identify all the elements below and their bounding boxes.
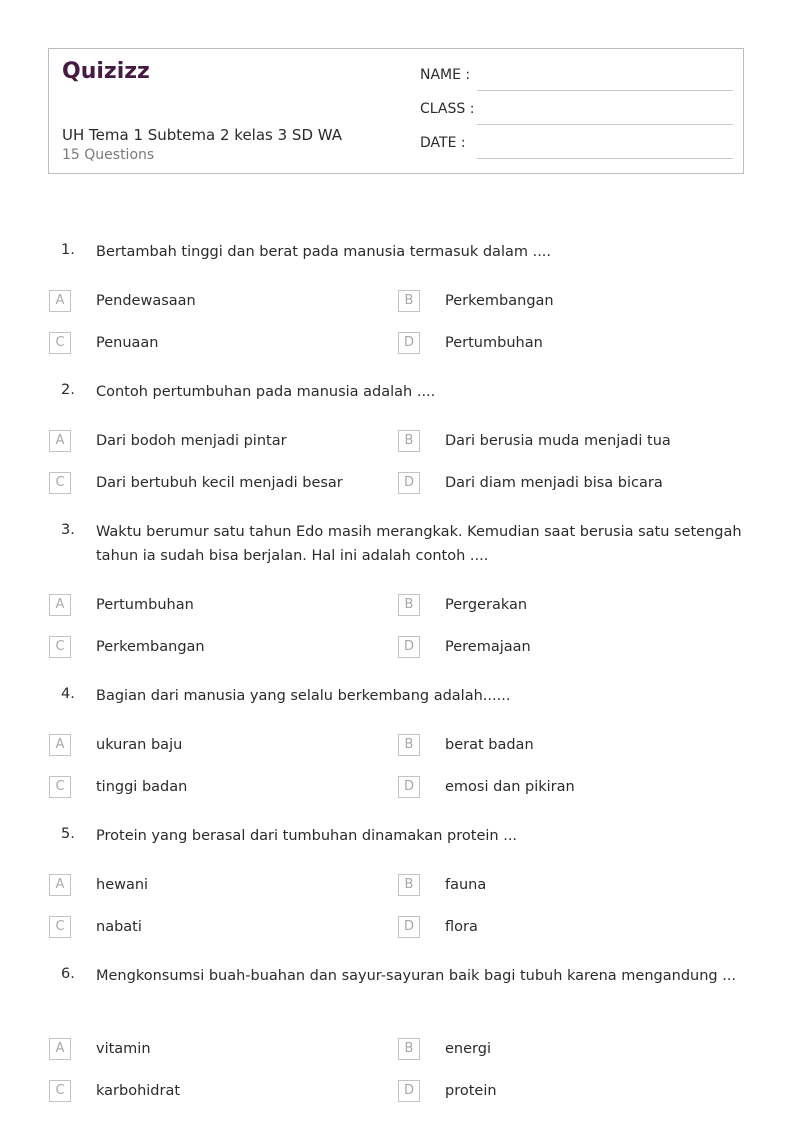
option-b-box[interactable]: B [398,594,420,616]
option-d-box[interactable]: D [398,916,420,938]
option-c-text: Dari bertubuh kecil menjadi besar [96,475,343,491]
question-number: 1. [61,242,75,258]
option-c-text: tinggi badan [96,779,188,795]
option-a-box[interactable]: A [49,734,71,756]
option-a-box[interactable]: A [49,1038,71,1060]
question-number: 5. [61,826,75,842]
option-d-box[interactable]: D [398,776,420,798]
option-a-text: hewani [96,877,149,893]
class-label: CLASS : [420,101,475,117]
name-line[interactable] [477,90,733,91]
option-a-box[interactable]: A [49,594,71,616]
option-a-box[interactable]: A [49,430,71,452]
option-d-text: emosi dan pikiran [445,779,575,795]
option-b-text: Perkembangan [445,293,554,309]
option-c-text: Perkembangan [96,639,205,655]
quizizz-logo: Quizizz [62,59,150,84]
question-text: Waktu berumur satu tahun Edo masih merangkak. Kemudian saat berusia satu setengah tahun ia sudah bisa berjalan. Hal ini adalah contoh .... [96,524,742,564]
option-a-text: Pendewasaan [96,293,196,309]
option-d-text: Dari diam menjadi bisa bicara [445,475,663,491]
option-b-text: fauna [445,877,487,893]
question-text: Mengkonsumsi buah-buahan dan sayur-sayuran baik bagi tubuh karena mengandung ... [96,968,737,984]
option-c-text: nabati [96,919,142,935]
option-c-box[interactable]: C [49,332,71,354]
option-c-text: karbohidrat [96,1083,181,1099]
question-number: 3. [61,522,75,538]
option-b-box[interactable]: B [398,874,420,896]
option-c-box[interactable]: C [49,776,71,798]
question-text: Bagian dari manusia yang selalu berkembang adalah...... [96,688,511,704]
option-d-box[interactable]: D [398,1080,420,1102]
option-d-text: protein [445,1083,497,1099]
question-count: 15 Questions [62,147,155,163]
question-text: Bertambah tinggi dan berat pada manusia termasuk dalam .... [96,244,552,260]
option-a-text: Pertumbuhan [96,597,194,613]
question-text: Contoh pertumbuhan pada manusia adalah .... [96,384,436,400]
worksheet-header [48,48,744,174]
date-field[interactable] [420,135,733,159]
question-text: Protein yang berasal dari tumbuhan dinamakan protein ... [96,828,518,844]
option-a-text: vitamin [96,1041,151,1057]
date-label: DATE : [420,135,466,151]
option-d-text: Pertumbuhan [445,335,543,351]
option-d-box[interactable]: D [398,332,420,354]
question-number: 6. [61,966,75,982]
option-b-box[interactable]: B [398,430,420,452]
option-b-text: energi [445,1041,491,1057]
option-d-box[interactable]: D [398,636,420,658]
question-number: 4. [61,686,75,702]
option-b-box[interactable]: B [398,734,420,756]
option-d-text: Peremajaan [445,639,531,655]
class-line[interactable] [477,124,733,125]
option-b-text: Dari berusia muda menjadi tua [445,433,671,449]
question-number: 2. [61,382,75,398]
quiz-title: UH Tema 1 Subtema 2 kelas 3 SD WA [62,126,343,144]
option-d-box[interactable]: D [398,472,420,494]
date-line[interactable] [477,158,733,159]
option-d-text: flora [445,919,478,935]
option-a-box[interactable]: A [49,290,71,312]
option-c-box[interactable]: C [49,636,71,658]
option-b-box[interactable]: B [398,1038,420,1060]
option-a-text: ukuran baju [96,737,183,753]
name-field[interactable] [420,67,733,91]
option-c-text: Penuaan [96,335,159,351]
option-c-box[interactable]: C [49,1080,71,1102]
name-label: NAME : [420,67,471,83]
option-a-box[interactable]: A [49,874,71,896]
option-b-text: Pergerakan [445,597,528,613]
option-b-text: berat badan [445,737,534,753]
option-c-box[interactable]: C [49,472,71,494]
option-b-box[interactable]: B [398,290,420,312]
option-a-text: Dari bodoh menjadi pintar [96,433,287,449]
option-c-box[interactable]: C [49,916,71,938]
class-field[interactable] [420,101,733,125]
